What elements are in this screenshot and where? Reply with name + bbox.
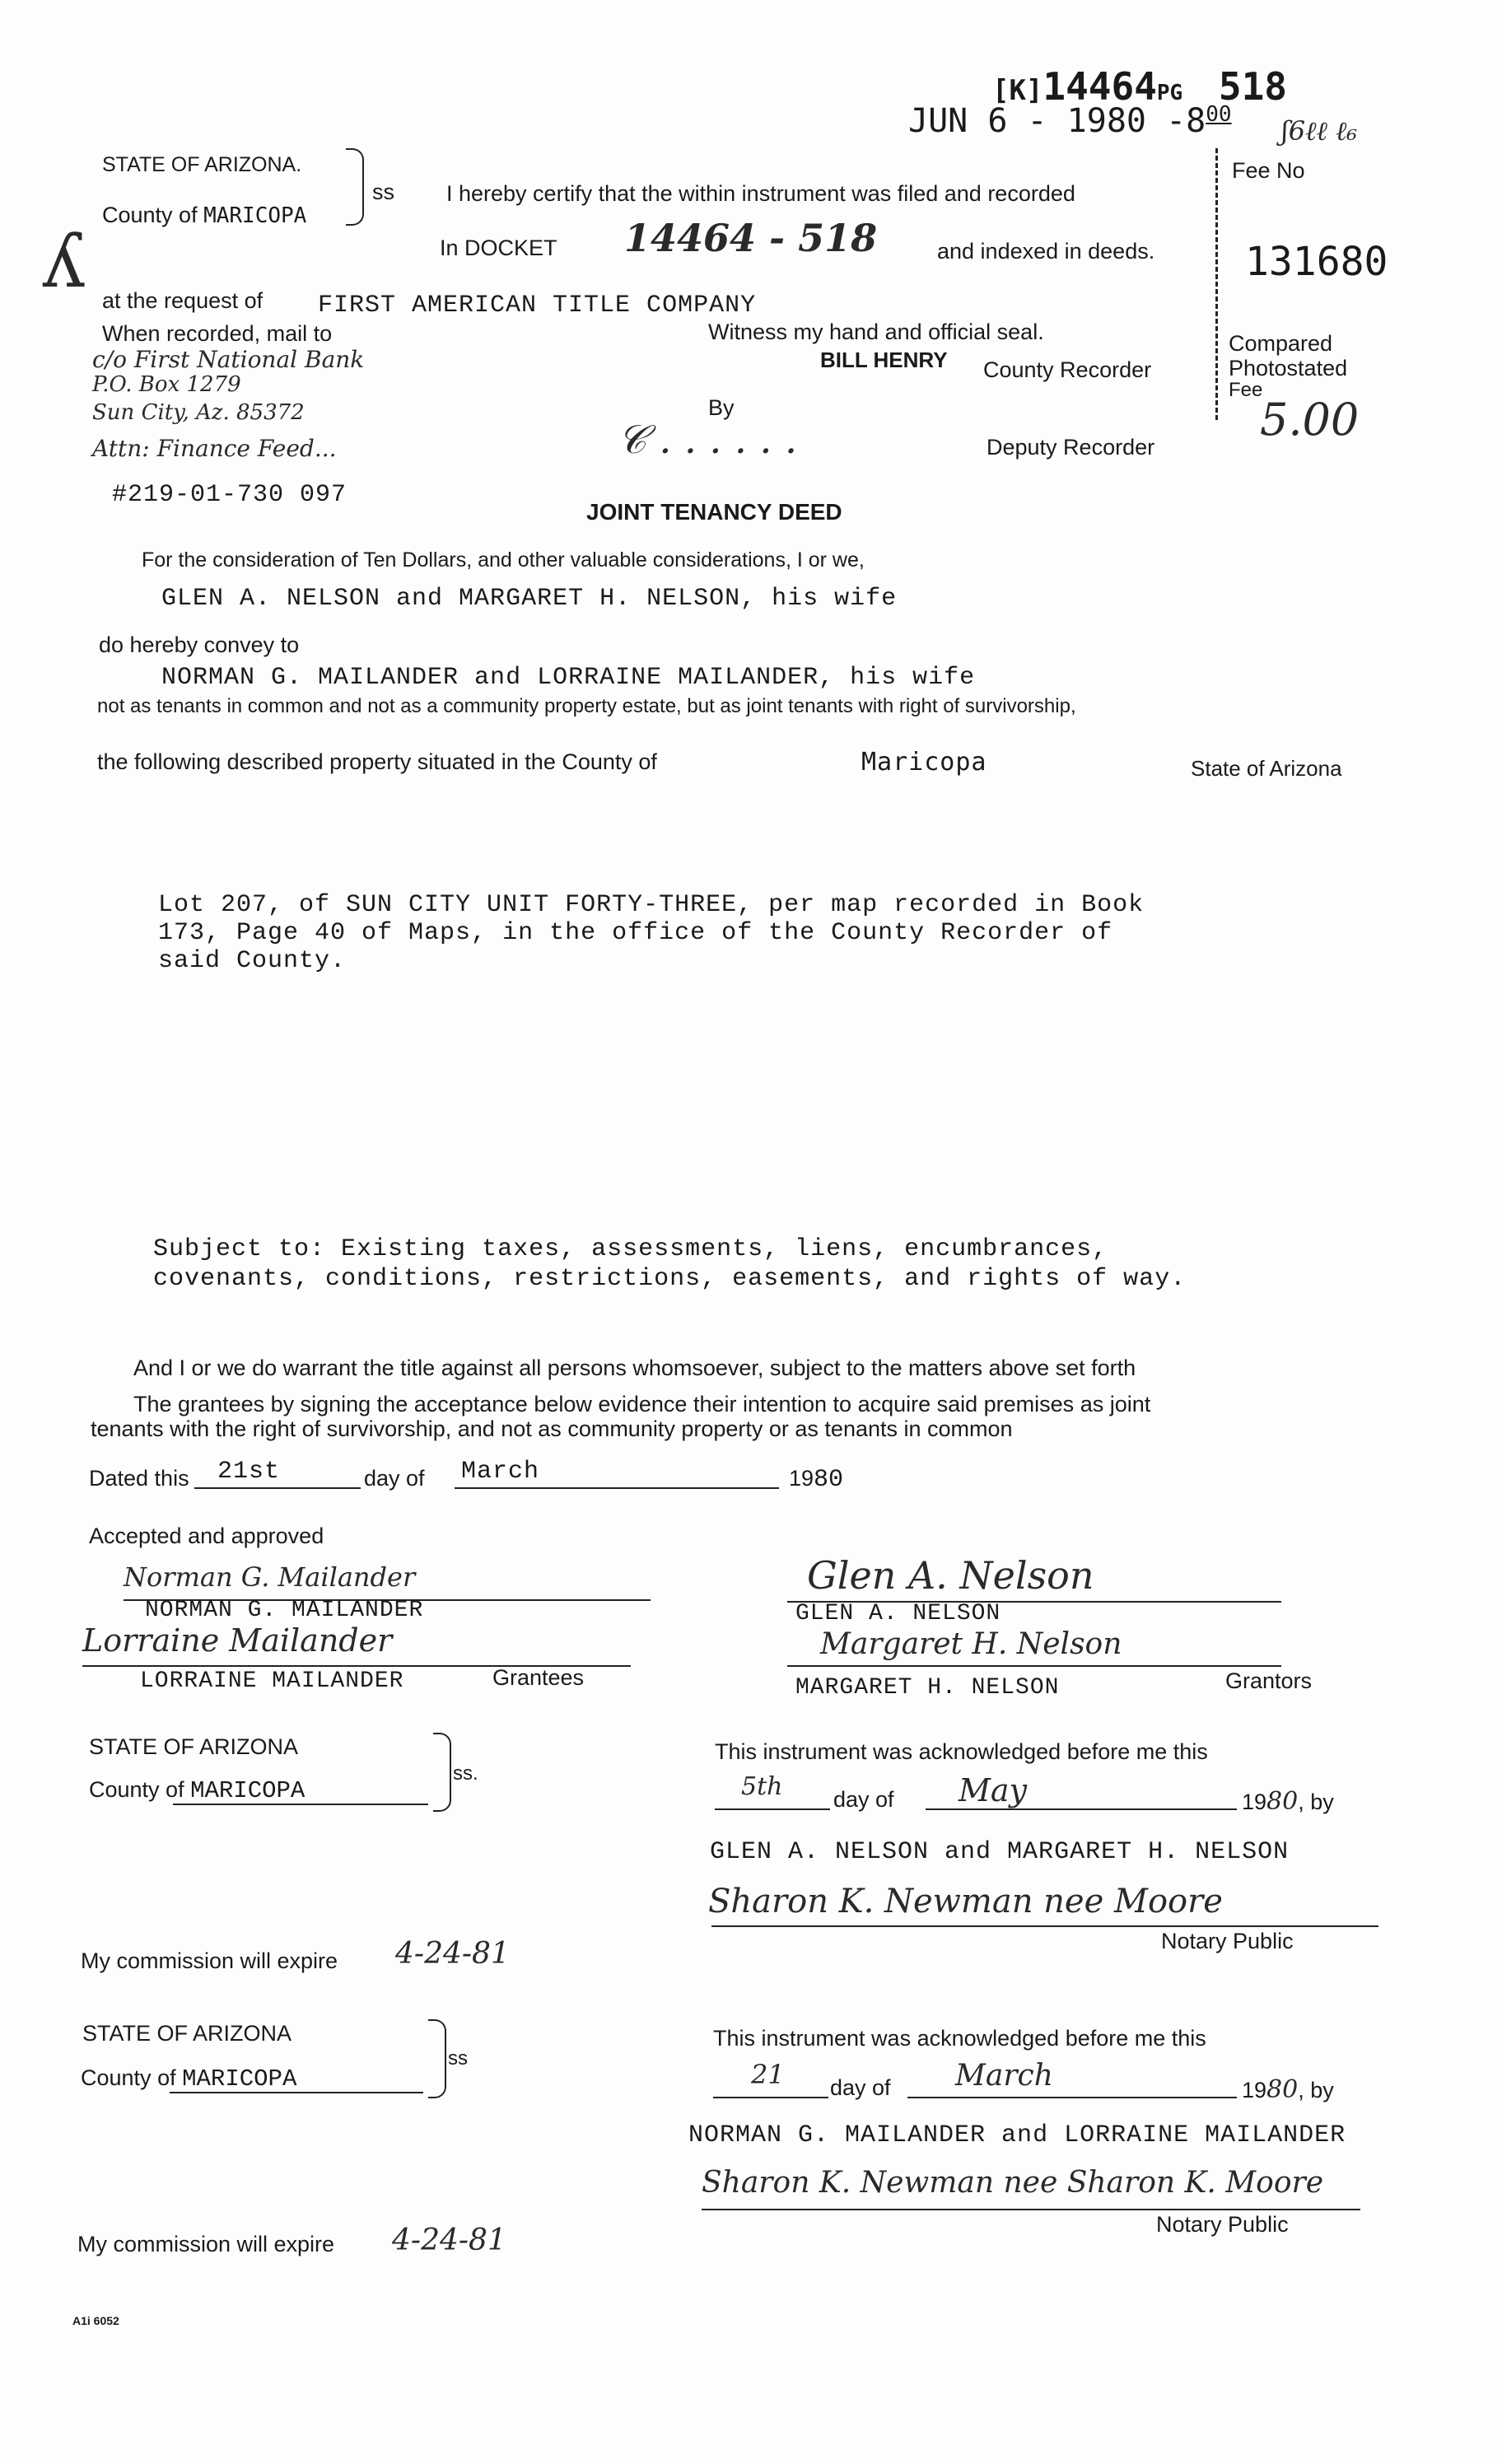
notary1-state: STATE OF ARIZONA xyxy=(89,1734,299,1759)
request-label: at the request of xyxy=(102,288,264,313)
consideration-text: For the consideration of Ten Dollars, and other valuable considerations, I or we, xyxy=(142,548,865,572)
recording-state: STATE OF ARIZONA. xyxy=(102,153,302,176)
notary2-day: 21 xyxy=(751,2059,785,2090)
convey-text: do hereby convey to xyxy=(99,632,300,657)
stamp-mark: ʃ6ℓℓ ℓ₆ xyxy=(1281,115,1358,147)
grantee2-signature: Lorraine Mailander xyxy=(82,1622,393,1659)
notary2-county-line xyxy=(170,2092,423,2093)
legal-line-1: Lot 207, of SUN CITY UNIT FORTY-THREE, per map recorded in Book xyxy=(158,891,1145,919)
grantee2-name: LORRAINE MAILANDER xyxy=(140,1668,404,1694)
notary1-year xyxy=(1242,1787,1334,1816)
notary2-signature: Sharon K. Newman nee Sharon K. Moore xyxy=(702,2166,1324,2200)
notary1-parties: GLEN A. NELSON and MARGARET H. NELSON xyxy=(710,1838,1290,1866)
recording-ss: ss xyxy=(372,180,394,204)
acceptance-line-2: tenants with the right of survivorship, and not as community property or as tenants in common xyxy=(91,1416,1013,1441)
property-prefix: the following described property situated in the County of xyxy=(97,749,657,774)
notary2-year xyxy=(1242,2075,1334,2104)
recording-divider xyxy=(1215,148,1218,420)
dated-day: 21st xyxy=(217,1458,281,1486)
notary2-month-line xyxy=(907,2097,1237,2098)
mail-line-3: Sun City, Az. 85372 xyxy=(92,400,305,425)
grantor2-line xyxy=(787,1665,1281,1667)
by-label: By xyxy=(708,395,735,420)
witness-text: Witness my hand and official seal. xyxy=(708,320,1044,344)
notary2-ack: This instrument was acknowledged before me this xyxy=(713,2026,1206,2051)
grantor1-name: GLEN A. NELSON xyxy=(795,1601,1001,1626)
subject-line-1: Subject to: Existing taxes, assessments, liens, encumbrances, xyxy=(153,1235,1108,1263)
docket-value: 14464 - 518 xyxy=(624,216,878,260)
form-code: A1i 6052 xyxy=(72,2314,119,2327)
warrant-text: And I or we do warrant the title against all persons whomsoever, subject to the matters above set forth xyxy=(133,1356,1136,1380)
notary1-county xyxy=(89,1777,305,1804)
notary1-ss: ss. xyxy=(453,1762,478,1785)
notary1-expire: 4-24-81 xyxy=(395,1937,510,1971)
notary2-by: , by xyxy=(1298,2078,1334,2102)
notary1-county-label: County of xyxy=(89,1777,184,1802)
deed-title: JOINT TENANCY DEED xyxy=(586,499,842,525)
recording-county-label: County of xyxy=(102,203,198,227)
year-value: 80 xyxy=(814,1466,844,1494)
notary2-label: Notary Public xyxy=(1156,2212,1289,2237)
deputy-recorder-label: Deputy Recorder xyxy=(987,435,1155,460)
legal-line-3: said County. xyxy=(158,947,347,975)
fee-no-label: Fee No xyxy=(1232,158,1305,183)
stamp-date: JUN 6 - 1980 -8 xyxy=(908,102,1206,140)
deputy-signature: 𝒞 . . . . . . xyxy=(618,417,798,463)
acceptance-line-1: The grantees by signing the acceptance below evidence their intention to acquire said premises as joint xyxy=(133,1392,1151,1416)
notary1-year-value: 80 xyxy=(1266,1787,1299,1816)
notary2-month: March xyxy=(955,2059,1053,2093)
notary2-ss: ss xyxy=(448,2047,468,2070)
mail-to-label: When recorded, mail to xyxy=(102,321,333,346)
dated-day-line xyxy=(194,1487,361,1489)
notary2-brace xyxy=(428,2019,446,2098)
certify-text: I hereby certify that the within instrument was filed and recorded xyxy=(446,181,1075,206)
notary2-day-of: day of xyxy=(830,2075,891,2100)
grantee1-name: NORMAN G. MAILANDER xyxy=(145,1598,424,1623)
notary1-brace xyxy=(433,1733,451,1812)
photostated-label: Photostated xyxy=(1229,356,1348,380)
grantees-typed: NORMAN G. MAILANDER and LORRAINE MAILANDER, his wife xyxy=(161,664,976,692)
notary1-day-line xyxy=(715,1808,830,1810)
grantor2-name: MARGARET H. NELSON xyxy=(795,1675,1060,1701)
notary1-day: 5th xyxy=(741,1772,783,1801)
dated-year xyxy=(789,1466,843,1494)
county-recorder-label: County Recorder xyxy=(983,357,1152,382)
fee-label: Fee xyxy=(1229,379,1263,401)
stamp-time-suffix: 00 xyxy=(1206,102,1232,127)
year-prefix: 19 xyxy=(789,1466,814,1491)
grantors-label: Grantors xyxy=(1225,1668,1313,1693)
indexed-text: and indexed in deeds. xyxy=(937,239,1155,264)
notary1-day-of: day of xyxy=(833,1787,894,1812)
notary2-state: STATE OF ARIZONA xyxy=(82,2021,292,2046)
in-docket-label: In DOCKET xyxy=(440,236,557,260)
recording-county xyxy=(102,203,306,228)
fee-amount: 5.00 xyxy=(1260,394,1360,446)
notary2-year-prefix: 19 xyxy=(1242,2078,1267,2102)
notary2-sig-line xyxy=(702,2209,1360,2210)
day-of-label: day of xyxy=(364,1466,425,1491)
property-county: Maricopa xyxy=(861,748,987,777)
notary1-month-line xyxy=(926,1808,1237,1810)
mail-line-1: c/o First National Bank xyxy=(92,346,365,373)
notary1-year-prefix: 19 xyxy=(1242,1790,1267,1814)
stamp-prefix-box: [K] xyxy=(992,74,1043,107)
notary1-signature: Sharon K. Newman nee Moore xyxy=(708,1883,1223,1920)
stamp-date-time xyxy=(908,102,1232,140)
notary2-commission: My commission will expire xyxy=(77,2232,335,2256)
parcel-number: #219-01-730 097 xyxy=(112,481,348,509)
notary1-month: May xyxy=(959,1772,1028,1808)
notary1-commission: My commission will expire xyxy=(81,1948,338,1973)
recording-brace xyxy=(346,148,364,226)
accepted-label: Accepted and approved xyxy=(89,1524,324,1548)
notary1-county-value: MARICOPA xyxy=(190,1777,306,1804)
grantor2-signature: Margaret H. Nelson xyxy=(820,1627,1122,1661)
notary1-sig-line xyxy=(711,1925,1378,1927)
recorder-name: BILL HENRY xyxy=(820,348,948,372)
mail-line-2: P.O. Box 1279 xyxy=(92,372,241,397)
dated-month-line xyxy=(455,1487,779,1489)
stamp-page-number: 518 xyxy=(1218,64,1288,109)
notary2-year-value: 80 xyxy=(1266,2075,1299,2104)
mail-line-4: Attn: Finance Feed... xyxy=(92,435,337,462)
notary2-of-label: of xyxy=(157,2065,176,2090)
legal-line-2: 173, Page 40 of Maps, in the office of the County Recorder of xyxy=(158,919,1113,947)
notary1-by: , by xyxy=(1298,1790,1334,1814)
notary2-parties: NORMAN G. MAILANDER and LORRAINE MAILANDER xyxy=(688,2121,1346,2149)
grantees-label: Grantees xyxy=(492,1665,585,1690)
grantors-typed: GLEN A. NELSON and MARGARET H. NELSON, his wife xyxy=(161,585,898,613)
notary1-label: Notary Public xyxy=(1161,1929,1294,1953)
dated-month: March xyxy=(461,1458,540,1486)
notary2-county xyxy=(81,2065,296,2093)
grantee1-signature: Norman G. Mailander xyxy=(124,1561,416,1593)
notary2-county-label: County xyxy=(81,2065,152,2090)
recording-county-value: MARICOPA xyxy=(203,203,307,228)
notary1-county-line xyxy=(173,1804,428,1805)
notary1-ack: This instrument was acknowledged before me this xyxy=(715,1739,1208,1764)
fee-number: 131680 xyxy=(1245,239,1388,285)
stamp-docket: 14464 xyxy=(1043,64,1157,109)
request-value: FIRST AMERICAN TITLE COMPANY xyxy=(318,292,757,320)
notary2-day-line xyxy=(713,2097,828,2098)
margin-scribble: ʎ xyxy=(43,218,85,305)
tenancy-text: not as tenants in common and not as a community property estate, but as joint tenants with right of survivorship, xyxy=(97,695,1076,717)
dated-label: Dated this xyxy=(89,1466,189,1491)
property-state: State of Arizona xyxy=(1191,756,1342,781)
notary2-expire: 4-24-81 xyxy=(392,2224,506,2257)
subject-line-2: covenants, conditions, restrictions, easements, and rights of way. xyxy=(153,1265,1187,1293)
compared-label: Compared xyxy=(1229,331,1333,356)
notary2-county-value: MARICOPA xyxy=(182,2065,297,2093)
stamp-page-prefix: PG xyxy=(1156,81,1183,105)
grantor1-signature: Glen A. Nelson xyxy=(807,1553,1094,1598)
